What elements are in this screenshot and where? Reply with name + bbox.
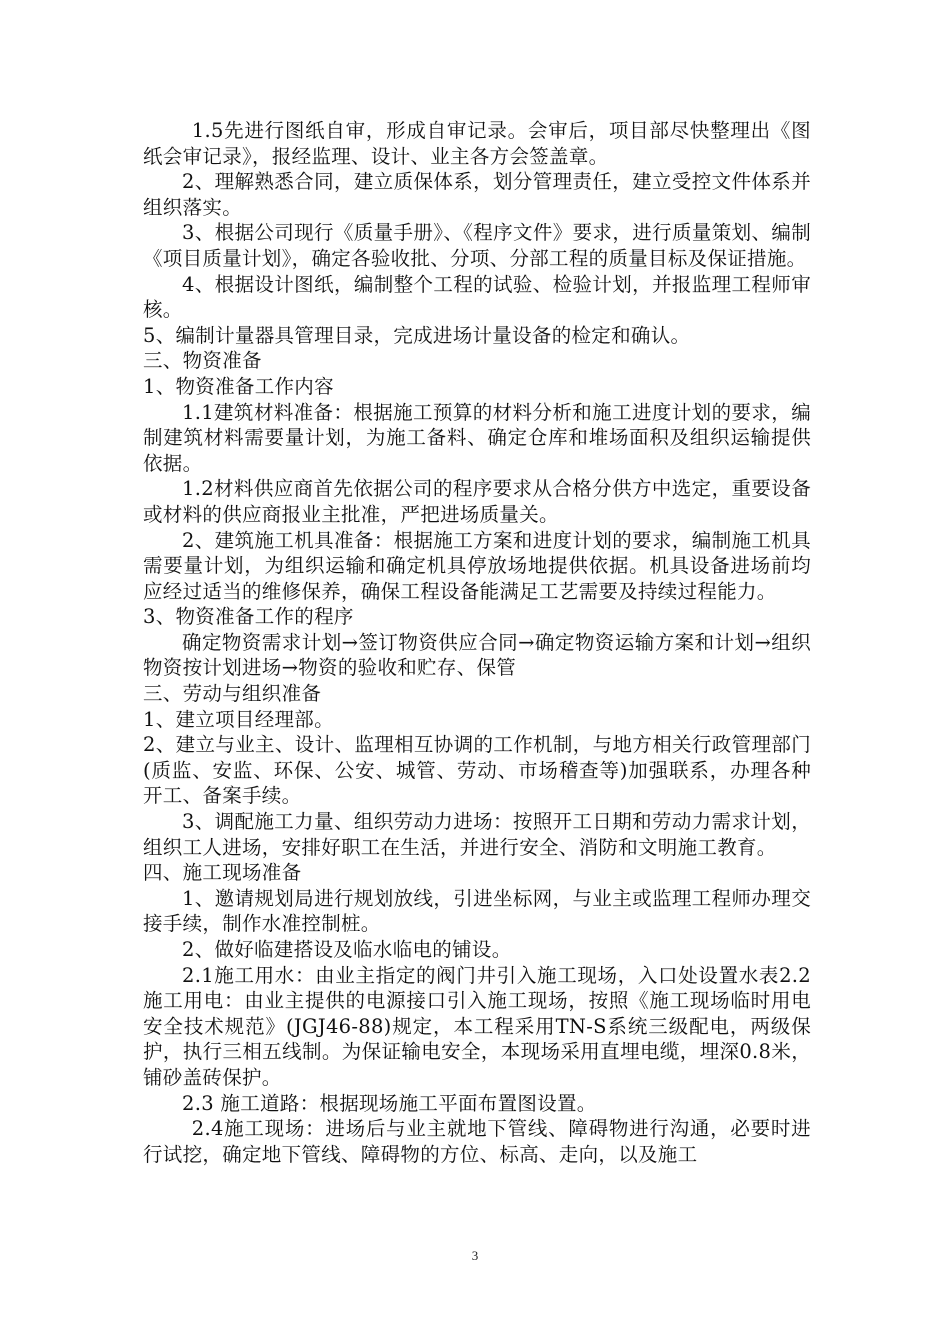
subheading-material-content: 1、物资准备工作内容 bbox=[143, 374, 334, 398]
paragraph-1-surveying: 1、邀请规划局进行规划放线，引进坐标网，与业主或监理工程师办理交接手续，制作水准控制桩。 bbox=[143, 886, 811, 936]
paragraph-2-1-water-power: 2.1施工用水：由业主指定的阀门井引入施工现场，入口处设置水表2.2施工用电：由业主提供的电源接口引入施工现场，按照《施工现场临时用电安全技术规范》(JGJ46-88)规定，本工程采用TN-S系统三级配电，两级保护，执行三相五线制。为保证输电安全，本现场采用直埋电缆，埋深0.8米，铺砂盖砖保护。 bbox=[143, 963, 811, 1089]
heading-labor-organization: 三、劳动与组织准备 bbox=[143, 682, 322, 706]
page-number: 3 bbox=[471, 1248, 479, 1263]
heading-site-preparation: 四、施工现场准备 bbox=[143, 861, 302, 885]
paragraph-3-quality-plan: 3、根据公司现行《质量手册》、《程序文件》要求，进行质量策划、编制《项目质量计划》，确定各验收批、分项、分部工程的质量目标及保证措施。 bbox=[143, 221, 811, 270]
paragraph-2-machinery: 2、建筑施工机具准备：根据施工方案和进度计划的要求，编制施工机具需要量计划，为组织运输和确定机具停放场地提供依据。机具设备进场前均应经过适当的维修保养，确保工程设备能满足工艺需要及持续过程能力。 bbox=[143, 528, 811, 603]
paragraph-procedure-flow: 确定物资需求计划→签订物资供应合同→确定物资运输方案和计划→组织物资按计划进场→物资的验收和贮存、保管 bbox=[143, 630, 811, 680]
paragraph-1-project-department: 1、建立项目经理部。 bbox=[143, 707, 334, 731]
document-page bbox=[143, 118, 811, 1167]
subheading-material-procedure: 3、物资准备工作的程序 bbox=[143, 605, 354, 629]
paragraph-2-coordination: 2、建立与业主、设计、监理相互协调的工作机制，与地方相关行政管理部门(质监、安监、环保、公安、城管、劳动、市场稽查等)加强联系，办理各种开工、备案手续。 bbox=[143, 733, 811, 808]
paragraph-4-test-plan: 4、根据设计图纸，编制整个工程的试验、检验计划，并报监理工程师审核。 bbox=[143, 272, 811, 322]
paragraph-2-contract: 2、理解熟悉合同，建立质保体系，划分管理责任，建立受控文件体系并组织落实。 bbox=[143, 170, 811, 219]
paragraph-2-4-site: 2.4施工现场：进场后与业主就地下管线、障碍物进行沟通，必要时进行试挖，确定地下管线、障碍物的方位、标高、走向，以及施工 bbox=[143, 1117, 811, 1166]
heading-material-preparation: 三、物资准备 bbox=[143, 349, 262, 373]
paragraph-5-measuring-instruments: 5、编制计量器具管理目录，完成进场计量设备的检定和确认。 bbox=[143, 323, 691, 347]
paragraph-1-2-suppliers: 1.2材料供应商首先依据公司的程序要求从合格分供方中选定，重要设备或材料的供应商报业主批准，严把进场质量关。 bbox=[143, 477, 811, 526]
paragraph-3-labor-allocation: 3、调配施工力量、组织劳动力进场：按照开工日期和劳动力需求计划，组织工人进场，安排好职工在生活，并进行安全、消防和文明施工教育。 bbox=[143, 810, 811, 859]
paragraph-2-temporary-facilities: 2、做好临建搭设及临水临电的铺设。 bbox=[182, 938, 512, 961]
paragraph-2-3-roads: 2.3 施工道路：根据现场施工平面布置图设置。 bbox=[182, 1091, 597, 1115]
paragraph-1-1-building-materials: 1.1建筑材料准备：根据施工预算的材料分析和施工进度计划的要求，编制建筑材料需要量计划，为施工备料、确定仓库和堆场面积及组织运输提供依据。 bbox=[143, 400, 811, 475]
paragraph-1-5-drawing-review: 1.5先进行图纸自审，形成自审记录。会审后，项目部尽快整理出《图纸会审记录》，报经监理、设计、业主各方会签盖章。 bbox=[143, 119, 811, 168]
